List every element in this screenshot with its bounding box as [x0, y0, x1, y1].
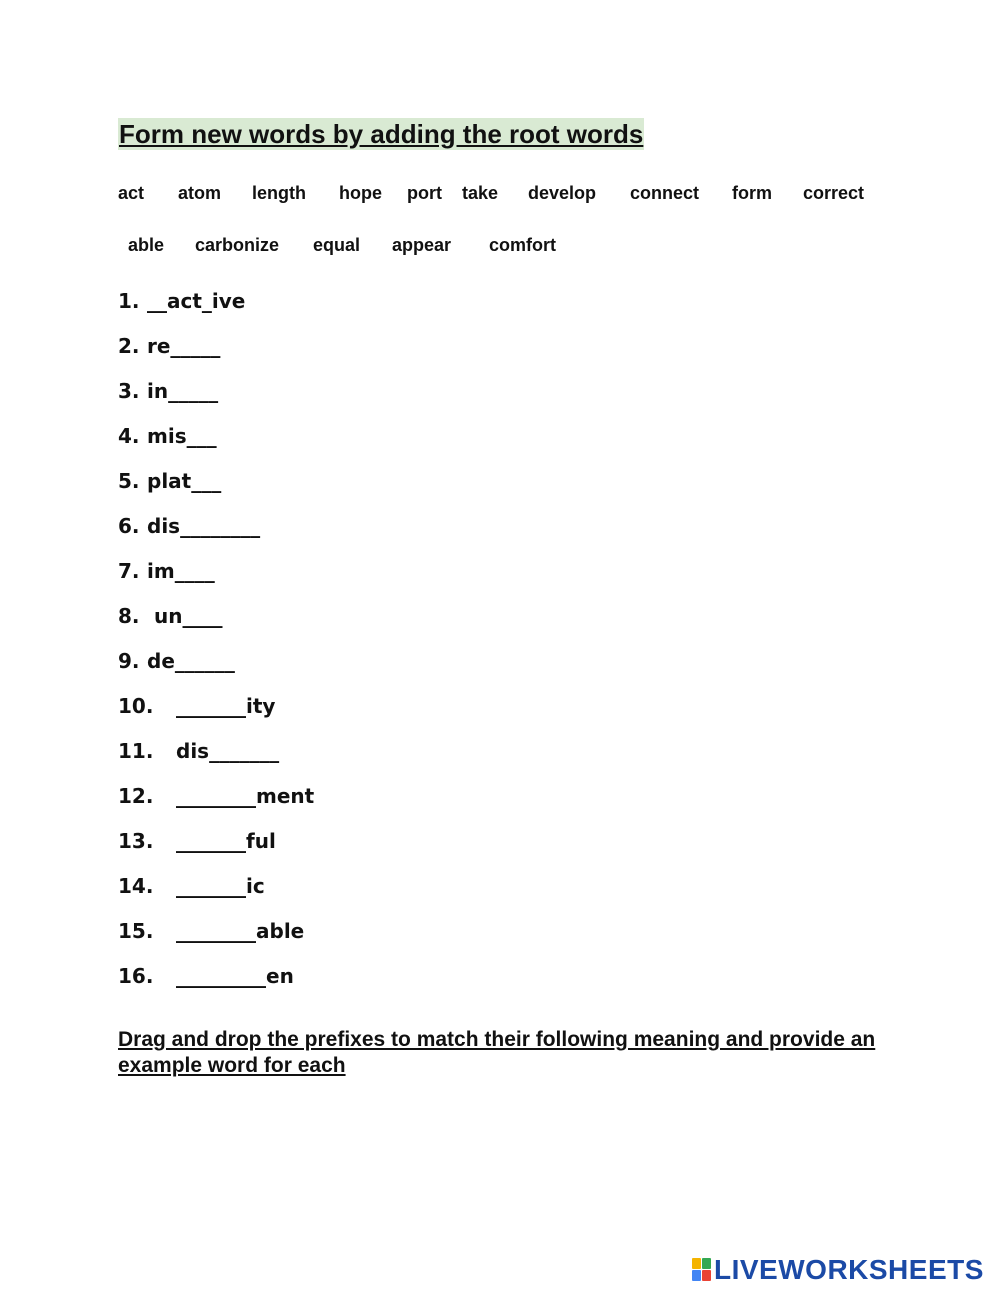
- exercise-item-7: [118, 559, 215, 583]
- answer-field[interactable]: _________en: [176, 964, 294, 988]
- worksheet-title: Form new words by adding the root words: [119, 119, 644, 149]
- answer-field[interactable]: im____: [147, 559, 215, 583]
- item-number: 4.: [118, 424, 140, 448]
- item-number: 13.: [118, 829, 154, 853]
- word-bank-item[interactable]: form: [732, 183, 772, 203]
- answer-field[interactable]: in_____: [147, 379, 219, 403]
- word-bank-item[interactable]: take: [462, 183, 499, 203]
- instructions-heading: Drag and drop the prefixes to match their following meaning and provide an example word for each: [118, 1028, 876, 1077]
- answer-field[interactable]: _______ful: [176, 829, 276, 853]
- word-bank-item[interactable]: correct: [803, 183, 865, 203]
- item-number: 1.: [118, 289, 140, 313]
- item-number: 10.: [118, 694, 154, 718]
- exercise-item-6: [118, 514, 261, 538]
- exercise-item-11: [118, 739, 280, 763]
- item-number: 8.: [118, 604, 140, 628]
- answer-field[interactable]: plat___: [147, 469, 222, 493]
- exercise-item-1: [118, 289, 246, 313]
- answer-field[interactable]: un____: [147, 604, 223, 628]
- exercise-item-13: [118, 829, 276, 853]
- exercise-item-16: [118, 964, 294, 988]
- exercise-item-4: [118, 424, 217, 448]
- word-bank-item[interactable]: appear: [392, 235, 452, 255]
- word-bank-item[interactable]: connect: [630, 183, 700, 203]
- word-bank-item[interactable]: able: [128, 235, 165, 255]
- item-number: 14.: [118, 874, 154, 898]
- exercise-item-5: [118, 469, 222, 493]
- word-bank-item[interactable]: length: [252, 183, 306, 203]
- item-number: 6.: [118, 514, 140, 538]
- exercise-item-15: [118, 919, 305, 943]
- answer-field[interactable]: ________ment: [176, 784, 315, 808]
- answer-field[interactable]: mis___: [147, 424, 217, 448]
- item-number: 12.: [118, 784, 154, 808]
- word-bank-item[interactable]: equal: [313, 235, 361, 255]
- word-bank-item[interactable]: act: [118, 183, 145, 203]
- answer-field[interactable]: de______: [147, 649, 235, 673]
- item-number: 11.: [118, 739, 154, 763]
- answer-field[interactable]: dis_______: [176, 739, 280, 763]
- answer-field[interactable]: ________able: [176, 919, 305, 943]
- item-number: 9.: [118, 649, 140, 673]
- answer-field[interactable]: __act_ive: [147, 289, 246, 313]
- word-bank-item[interactable]: develop: [528, 183, 597, 203]
- answer-field[interactable]: _______ic: [176, 874, 265, 898]
- item-number: 7.: [118, 559, 140, 583]
- answer-field[interactable]: re_____: [147, 334, 221, 358]
- item-number: 2.: [118, 334, 140, 358]
- word-bank-item[interactable]: hope: [339, 183, 382, 203]
- word-bank-item[interactable]: atom: [178, 183, 222, 203]
- word-bank-item[interactable]: comfort: [489, 235, 556, 255]
- item-number: 3.: [118, 379, 140, 403]
- exercise-item-10: [118, 694, 276, 718]
- exercise-item-3: [118, 379, 219, 403]
- liveworksheets-logo: [692, 1254, 984, 1286]
- answer-field[interactable]: dis________: [147, 514, 261, 538]
- item-number: 15.: [118, 919, 154, 943]
- exercise-item-9: [118, 649, 235, 673]
- exercise-item-14: [118, 874, 265, 898]
- logo-text: LIVEWORKSHEETS: [714, 1254, 984, 1285]
- exercise-item-8: [118, 604, 223, 628]
- answer-field[interactable]: _______ity: [176, 694, 276, 718]
- item-number: 16.: [118, 964, 154, 988]
- word-bank-item[interactable]: carbonize: [195, 235, 280, 255]
- exercise-item-2: [118, 334, 221, 358]
- item-number: 5.: [118, 469, 140, 493]
- word-bank-item[interactable]: port: [407, 183, 442, 203]
- exercise-item-12: [118, 784, 315, 808]
- logo-icon: [692, 1258, 712, 1282]
